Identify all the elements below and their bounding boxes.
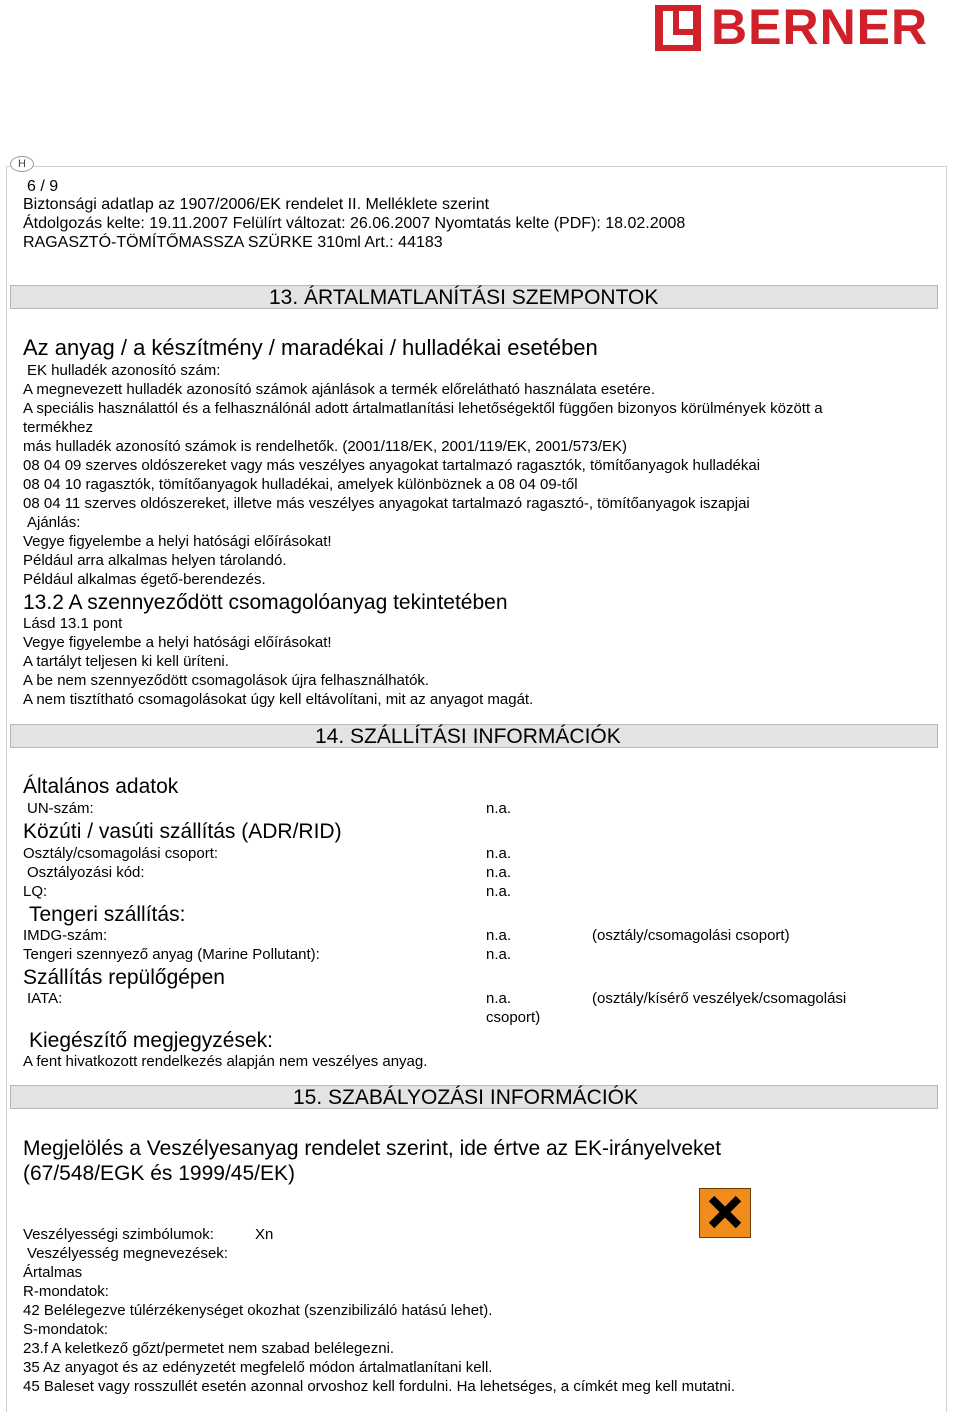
s13-line-11: Például arra alkalmas helyen tárolandó. bbox=[23, 552, 287, 569]
s13-line-8: 08 04 11 szerves oldószereket, illetve más veszélyes anyagokat tartalmazó ragasztó-, tömítőanyagok iszapjai bbox=[23, 495, 750, 512]
s13-line-4: termékhez bbox=[23, 419, 94, 436]
s15-line-2: Ártalmas bbox=[23, 1264, 83, 1281]
s15-heading-line-1: Megjelölés a Veszélyesanyag rendelet szerint, ide értve az EK-irányelveket bbox=[23, 1137, 722, 1160]
s13-line-3: A speciális használattól és a felhasználónál adott ártalmatlanítási lehetőségektől függően bizonyos körülmények között a bbox=[23, 400, 823, 417]
s13-line-9: Ajánlás: bbox=[27, 514, 81, 531]
symbol-value: Xn bbox=[255, 1226, 274, 1243]
class-value: n.a. bbox=[486, 845, 512, 862]
brand-name: BERNER bbox=[711, 0, 929, 55]
s13-2-line-2: Vegye figyelembe a helyi hatósági előírásokat! bbox=[23, 634, 332, 651]
s13-line-7: 08 04 10 ragasztók, tömítőanyagok hulladékai, amelyek különböznek a 08 04 09-től bbox=[23, 476, 578, 493]
s13-line-10: Vegye figyelembe a helyi hatósági előírásokat! bbox=[23, 533, 332, 550]
s15-line-3: R-mondatok: bbox=[23, 1283, 109, 1300]
class-label: Osztály/csomagolási csoport: bbox=[23, 845, 219, 862]
s13-2-line-5: A nem tisztítható csomagolásokat úgy kell eltávolítani, mit az anyagot magát. bbox=[23, 691, 534, 708]
section-14-bar bbox=[10, 724, 938, 748]
berner-logo-mark-icon bbox=[655, 5, 701, 51]
circle-mark: H bbox=[10, 156, 34, 172]
s15-line-7: 35 Az anyagot és az edényzetét megfelelő módon ártalmatlanítani kell. bbox=[23, 1359, 493, 1376]
general-heading: Általános adatok bbox=[23, 775, 179, 798]
page-number: 6 / 9 bbox=[27, 178, 59, 195]
product-line: RAGASZTÓ-TÖMÍTŐMASSZA SZÜRKE 310ml Art.: 44183 bbox=[23, 234, 443, 251]
un-value: n.a. bbox=[486, 800, 512, 817]
s15-heading-line-2: (67/548/EGK és 1999/45/EK) bbox=[23, 1162, 296, 1185]
iata-note-cont: csoport) bbox=[486, 1009, 541, 1026]
s13-line-2: A megnevezett hulladék azonosító számok ajánlások a termék előrelátható használata esetére. bbox=[23, 381, 656, 398]
lq-label: LQ: bbox=[23, 883, 48, 900]
symbol-label: Veszélyességi szimbólumok: bbox=[23, 1226, 214, 1243]
imdg-value: n.a. bbox=[486, 927, 512, 944]
s15-line-1: Veszélyesség megnevezések: bbox=[27, 1245, 228, 1262]
lq-value: n.a. bbox=[486, 883, 512, 900]
marine-value: n.a. bbox=[486, 946, 512, 963]
section-13-subtitle: Az anyag / a készítmény / maradékai / hulladékai esetében bbox=[23, 335, 598, 360]
iata-value: n.a. bbox=[486, 990, 512, 1007]
un-label: UN-szám: bbox=[27, 800, 94, 817]
section-13-2-title: 13.2 A szennyeződött csomagolóanyag tekintetében bbox=[23, 591, 508, 614]
section-14-title: 14. SZÁLLÍTÁSI INFORMÁCIÓK bbox=[315, 725, 621, 748]
s13-2-line-1: Lásd 13.1 pont bbox=[23, 615, 123, 632]
section-13-bar bbox=[10, 285, 938, 309]
air-heading: Szállítás repülőgépen bbox=[23, 966, 225, 989]
code-value: n.a. bbox=[486, 864, 512, 881]
s13-2-line-3: A tartályt teljesen ki kell üríteni. bbox=[23, 653, 229, 670]
s13-line-12: Például alkalmas égető-berendezés. bbox=[23, 571, 266, 588]
sea-heading: Tengeri szállítás: bbox=[29, 903, 186, 926]
s13-2-line-4: A be nem szennyeződött csomagolások újra felhasználhatók. bbox=[23, 672, 430, 689]
extra-heading: Kiegészítő megjegyzések: bbox=[29, 1029, 273, 1052]
section-15-title: 15. SZABÁLYOZÁSI INFORMÁCIÓK bbox=[293, 1086, 639, 1109]
section-13-title: 13. ÁRTALMATLANÍTÁSI SZEMPONTOK bbox=[269, 286, 659, 309]
imdg-note: (osztály/csomagolási csoport) bbox=[592, 927, 790, 944]
s15-line-8: 45 Baleset vagy rosszullét esetén azonnal orvoshoz kell fordulni. Ha lehetséges, a címkét meg kell mutatni. bbox=[23, 1378, 736, 1395]
berner-logo bbox=[655, 2, 960, 54]
imdg-label: IMDG-szám: bbox=[23, 927, 108, 944]
s13-line-1: EK hulladék azonosító szám: bbox=[27, 362, 221, 379]
s13-line-6: 08 04 09 szerves oldószereket vagy más veszélyes anyagokat tartalmazó ragasztók, tömítőanyagok hulladékai bbox=[23, 457, 761, 474]
dates-line: Átdolgozás kelte: 19.11.2007 Felülírt változat: 26.06.2007 Nyomtatás kelte (PDF): 18.02.2008 bbox=[23, 215, 686, 232]
iata-note: (osztály/kísérő veszélyek/csomagolási bbox=[592, 990, 847, 1007]
extra-text: A fent hivatkozott rendelkezés alapján nem veszélyes anyag. bbox=[23, 1053, 428, 1070]
iata-label: IATA: bbox=[27, 990, 63, 1007]
regulation-line: Biztonsági adatlap az 1907/2006/EK rendelet II. Melléklete szerint bbox=[23, 196, 490, 213]
marine-label: Tengeri szennyező anyag (Marine Pollutant): bbox=[23, 946, 320, 963]
s15-line-4: 42 Belélegezve túlérzékenységet okozhat (szenzibilizáló hatású lehet). bbox=[23, 1302, 493, 1319]
s13-line-5: más hulladék azonosító számok is rendelhetők. (2001/118/EK, 2001/119/EK, 2001/573/EK) bbox=[23, 438, 627, 455]
section-15-bar bbox=[10, 1085, 938, 1109]
s15-line-5: S-mondatok: bbox=[23, 1321, 109, 1338]
s15-line-6: 23.f A keletkező gőzt/permetet nem szabad belélegezni. bbox=[23, 1340, 395, 1357]
road-heading: Közúti / vasúti szállítás (ADR/RID) bbox=[23, 820, 342, 843]
code-label: Osztályozási kód: bbox=[27, 864, 145, 881]
harmful-x-icon bbox=[699, 1188, 751, 1238]
